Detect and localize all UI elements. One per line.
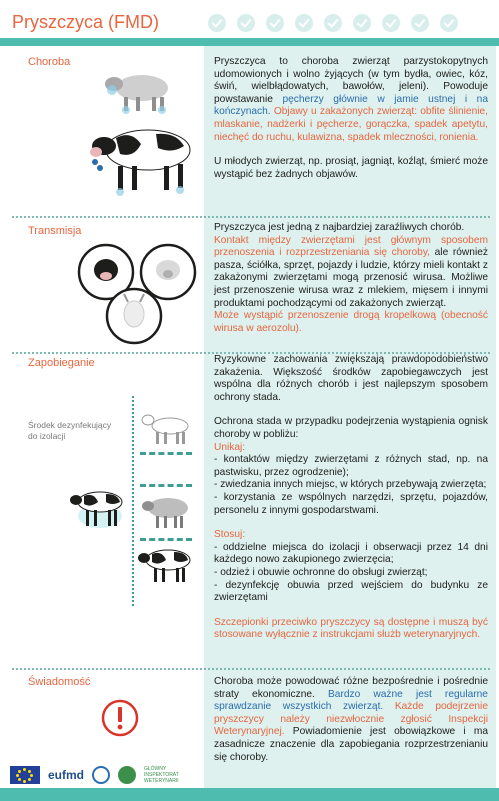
disinfectant-note: Środek dezynfekujący do izolacji (28, 420, 112, 441)
section-label-disease: Choroba (28, 56, 71, 68)
fence-line (132, 396, 134, 606)
check-icon (266, 14, 284, 32)
fao-logo (92, 766, 110, 784)
section-divider (12, 216, 490, 218)
awareness-paragraph (214, 676, 488, 764)
section-text-prevention (214, 354, 488, 642)
apply-heading: Stosuj: (214, 529, 246, 541)
check-icon (237, 14, 255, 32)
section-text-transmission (214, 222, 488, 335)
transmission-paragraph-3: Może wystąpić przenoszenie drogą kropelkową (obecność wirusa w aerozolu). (214, 310, 488, 334)
apply-item: - odzież i obuwie ochronne do obsługi zwierząt; (214, 566, 428, 578)
disease-text-1: Pryszczyca to choroba zwierząt parzystokopytnych udomowionych i wolno żyjących (w tym bydła, owiec, kóz, świń, wielbłądowatych, bawołów, jeleni). Powoduje powstawanie (214, 56, 488, 105)
disease-text-2: pęcherzy głównie w jamie ustnej i na kończynach. (214, 93, 488, 118)
gvi-logo (118, 766, 136, 784)
transmission-venn-diagram (76, 242, 200, 348)
isolated-cow-illustration (68, 484, 130, 536)
check-icon (440, 14, 458, 32)
cow-illustration (86, 118, 198, 196)
disease-paragraph-2: U młodych zwierząt, np. prosiąt, jagniąt, koźląt, śmierć może wystąpić bez żadnych objawów. (214, 156, 488, 180)
footer-bar (0, 788, 499, 801)
check-icon (208, 14, 226, 32)
goat-illustration (140, 412, 194, 446)
gvi-logo-text: GŁÓWNY INSPEKTORAT WETERYNARII (144, 766, 179, 784)
section-label-awareness: Świadomość (28, 676, 91, 688)
disease-paragraph-1 (214, 56, 488, 144)
section-divider (12, 668, 490, 670)
check-icon (353, 14, 371, 32)
header (0, 0, 499, 46)
apply-item: - oddzielne miejsca do izolacji i obserwacji przez 14 dni każdego nowo zakupionego zwierzęcia; (214, 541, 488, 566)
section-text-awareness (214, 676, 488, 764)
sheep-illustration (100, 64, 180, 116)
apply-item: - dezynfekcję obuwia przed wejściem do budynku ze zwierzętami (214, 579, 488, 604)
fence-bar (140, 452, 192, 455)
prevention-paragraph-2: Ochrona stada w przypadku podejrzenia wystąpienia ognisk choroby w pobliżu: (214, 416, 488, 440)
avoid-item: - korzystania ze wspólnych narzędzi, sprzętu, pojazdów, personelu z innymi gospodarstwami. (214, 491, 488, 516)
transmission-highlight: Kontakt między zwierzętami jest głównym sposobem przenoszenia i rozprzestrzeniania się choroby, (214, 234, 488, 259)
avoid-heading: Unikaj: (214, 441, 246, 453)
fence-bar (140, 538, 192, 541)
section-text-disease (214, 56, 488, 181)
disease-text-3: Objawy u zakażonych zwierząt: obfite ślinienie, mlaskanie, nadżerki i pęcherze, gorączka, spadek apetytu, niechęć do ruchu, kulawizna, spadek mleczności, ronienia. (214, 106, 488, 143)
check-icon (295, 14, 313, 32)
prevention-paragraph-1: Ryzykowne zachowania zwiększają prawdopodobieństwo zakażenia. Większość środków zapobiegawczych jest wspólna dla różnych chorób i jest najlepszym sposobem ochrony stada. (214, 354, 488, 403)
avoid-item: - zwiedzania innych miejsc, w których przebywają zwierzęta; (214, 479, 487, 491)
transmission-paragraph-2 (214, 235, 488, 311)
section-label-prevention: Zapobieganie (28, 357, 95, 369)
awareness-text-2: Powiadomienie jest obowiązkowe i ma zasadnicze znaczenie dla zapobiegania rozprzestrzenianiu się choroby. (214, 726, 488, 763)
check-icon (411, 14, 429, 32)
checkmark-row (208, 14, 458, 32)
header-rule (0, 38, 499, 46)
avoid-item: - kontaktów między zwierzętami z różnych stad, np. na pastwisku, przez ogrodzenie); (214, 454, 488, 478)
awareness-text-1: Choroba może powodować różne bezpośrednie i pośrednie straty ekonomiczne. (214, 676, 488, 700)
warning-icon (100, 698, 140, 738)
check-icon (324, 14, 342, 32)
fence-bar (140, 484, 192, 487)
section-label-transmission: Transmisja (28, 225, 82, 237)
partner-logos (10, 766, 184, 784)
transmission-rest: ale również pasza, ściółka, sprzęt, pojazdy i ludzie, którzy mieli kontakt z zakażonymi zwierzętami mogą przenosić wirusa. Możliwe jest przenoszenie wirusa wraz z mlekiem, mięsem i innymi produktami pochodzącymi od zakażonych zwierząt. (214, 247, 488, 309)
awareness-highlight-blue: Bardzo ważne jest regularne sprawdzanie wszystkich zwierząt. (214, 688, 488, 713)
vaccine-note: Szczepionki przeciwko pryszczycy są dostępne i muszą być stosowane wyłącznie z instrukcjami służb weterynaryjnych. (214, 616, 488, 641)
check-icon (382, 14, 400, 32)
page-title: Pryszczyca (FMD) (12, 12, 159, 32)
eufmd-logo: eufmd (48, 768, 84, 782)
eu-flag-logo (10, 766, 40, 784)
cow-illustration (138, 544, 196, 586)
sheep-illustration (140, 494, 194, 530)
awareness-highlight-orange: Każde podejrzenie pryszczycy należy niezwłocznie zgłosić Inspekcji Weterynaryjnej. (214, 701, 488, 738)
transmission-paragraph-1: Pryszczyca jest jedną z najbardziej zaraźliwych chorób. (214, 222, 465, 233)
